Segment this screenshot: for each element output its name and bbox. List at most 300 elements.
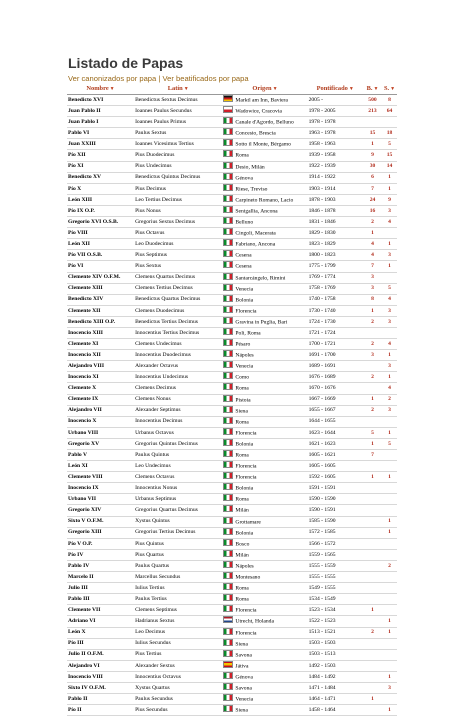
beatified-count-cell[interactable]: 1: [363, 228, 382, 239]
origin-cell: [222, 205, 307, 216]
pope-name-cell[interactable]: Juan Pablo II: [67, 106, 134, 117]
table-row: [67, 660, 397, 671]
beatified-by-pope-link[interactable]: Ver beatificados por papa: [162, 74, 249, 83]
saints-count-cell[interactable]: 9: [382, 194, 397, 205]
view-links: [68, 74, 249, 83]
beatified-count-cell[interactable]: [363, 416, 382, 427]
latin-name-cell: Pius Decimus: [134, 183, 222, 194]
canonized-by-pope-link[interactable]: Ver canonizados por papa: [68, 74, 157, 83]
beatified-count-cell[interactable]: [363, 705, 382, 716]
origin-label: Roma: [235, 496, 249, 503]
table-row: [67, 438, 397, 449]
sort-arrow-icon[interactable]: ▼: [373, 87, 379, 92]
saints-count-cell[interactable]: 5: [382, 438, 397, 449]
table-row: [67, 627, 397, 638]
it-flag-icon: [223, 195, 233, 202]
pope-name-cell[interactable]: Juan XXIII: [67, 139, 134, 150]
table-row: [67, 194, 397, 205]
table-row: [67, 117, 397, 128]
saints-count-cell[interactable]: 1: [382, 183, 397, 194]
it-flag-icon: [223, 328, 233, 335]
pope-name-cell[interactable]: Pío X: [67, 183, 134, 194]
saints-count-cell[interactable]: [382, 505, 397, 516]
pope-name-cell[interactable]: León XIII: [67, 194, 134, 205]
latin-name-cell: Innocentius Tertius Decimus: [134, 327, 222, 338]
it-flag-icon: [223, 672, 233, 679]
pontificate-cell: 1724 - 1730: [308, 316, 363, 327]
saints-count-cell[interactable]: [382, 594, 397, 605]
pope-name-cell[interactable]: Pío IV: [67, 549, 134, 560]
saints-count-cell[interactable]: 18: [382, 128, 397, 139]
saints-count-cell[interactable]: 3: [382, 305, 397, 316]
origin-label: Grottamare: [235, 519, 261, 526]
beatified-count-cell[interactable]: 2: [363, 405, 382, 416]
pontificate-cell: 1823 - 1829: [308, 239, 363, 250]
pope-name-cell[interactable]: Inocencio XI: [67, 372, 134, 383]
origin-label: Roma: [235, 596, 249, 603]
column-header-beatified[interactable]: [363, 84, 382, 95]
it-flag-icon: [223, 528, 233, 535]
beatified-count-cell[interactable]: 213: [363, 106, 382, 117]
latin-name-cell: Gregorius Quartus Decimus: [134, 505, 222, 516]
beatified-count-cell[interactable]: 1: [363, 694, 382, 705]
table-row: [67, 394, 397, 405]
sort-arrow-icon[interactable]: ▼: [348, 87, 354, 92]
pontificate-cell: 1978 - 2005: [308, 106, 363, 117]
origin-label: Bosco: [235, 541, 250, 548]
beatified-count-cell[interactable]: 7: [363, 183, 382, 194]
column-header-nombre[interactable]: [67, 84, 134, 95]
origin-label: Bolonia: [235, 297, 254, 304]
beatified-count-cell[interactable]: 5: [363, 427, 382, 438]
origin-cell: [222, 505, 307, 516]
table-row: [67, 527, 397, 538]
saints-count-cell[interactable]: 1: [382, 616, 397, 627]
beatified-count-cell[interactable]: 15: [363, 128, 382, 139]
origin-cell: [222, 316, 307, 327]
origin-label: Carpineto Romano, Lacio: [235, 197, 294, 204]
beatified-count-cell[interactable]: 2: [363, 339, 382, 350]
saints-count-cell[interactable]: [382, 572, 397, 583]
origin-label: Desio, Milán: [235, 164, 265, 171]
saints-count-cell[interactable]: 4: [382, 217, 397, 228]
column-header-origen[interactable]: [222, 84, 307, 95]
sort-arrow-icon[interactable]: ▼: [109, 87, 115, 92]
saints-count-cell[interactable]: [382, 483, 397, 494]
it-flag-icon: [223, 494, 233, 501]
beatified-count-cell[interactable]: [363, 660, 382, 671]
beatified-count-cell[interactable]: 9: [363, 150, 382, 161]
table-row: [67, 505, 397, 516]
it-flag-icon: [223, 150, 233, 157]
pontificate-cell: 1585 - 1590: [308, 516, 363, 527]
it-flag-icon: [223, 539, 233, 546]
it-flag-icon: [223, 295, 233, 302]
pope-name-cell[interactable]: Adriano VI: [67, 616, 134, 627]
saints-count-cell[interactable]: 1: [382, 627, 397, 638]
latin-name-cell: Paulus Quintus: [134, 450, 222, 461]
origin-label: Gravina in Puglia, Bari: [235, 319, 288, 326]
it-flag-icon: [223, 261, 233, 268]
origin-cell: [222, 494, 307, 505]
latin-name-cell: Pius Quintus: [134, 538, 222, 549]
it-flag-icon: [223, 173, 233, 180]
it-flag-icon: [223, 594, 233, 601]
beatified-count-cell[interactable]: [363, 461, 382, 472]
origin-label: Cesena: [235, 263, 252, 270]
pope-name-cell[interactable]: Gregorio XIII: [67, 527, 134, 538]
saints-count-cell[interactable]: 3: [382, 316, 397, 327]
saints-count-cell[interactable]: 5: [382, 139, 397, 150]
pontificate-cell: 1464 - 1471: [308, 694, 363, 705]
latin-name-cell: Leo Tertius Decimus: [134, 194, 222, 205]
saints-count-cell[interactable]: [382, 272, 397, 283]
pope-name-cell[interactable]: Alejandro VII: [67, 405, 134, 416]
pope-name-cell[interactable]: Pablo VI: [67, 128, 134, 139]
saints-count-cell[interactable]: [382, 638, 397, 649]
pope-name-cell[interactable]: Julio II O.F.M.: [67, 649, 134, 660]
saints-count-cell[interactable]: 4: [382, 383, 397, 394]
pope-name-cell[interactable]: Clemente VIII: [67, 472, 134, 483]
pontificate-cell: 1458 - 1464: [308, 705, 363, 716]
origin-label: Milán: [235, 552, 249, 559]
it-flag-icon: [223, 250, 233, 257]
saints-count-cell[interactable]: 15: [382, 150, 397, 161]
latin-name-cell: Clemens Decimus: [134, 383, 222, 394]
pope-name-cell[interactable]: Urbano VIII: [67, 427, 134, 438]
beatified-count-cell[interactable]: 4: [363, 250, 382, 261]
pope-name-cell[interactable]: Benedicto XV: [67, 172, 134, 183]
origin-cell: [222, 150, 307, 161]
pope-name-cell[interactable]: Pío VI: [67, 261, 134, 272]
pontificate-cell: 1559 - 1565: [308, 549, 363, 560]
latin-name-cell: Paulus Tertius: [134, 594, 222, 605]
beatified-count-cell[interactable]: 1: [363, 139, 382, 150]
beatified-count-cell[interactable]: 7: [363, 450, 382, 461]
pontificate-cell: 1689 - 1691: [308, 361, 363, 372]
saints-count-cell[interactable]: [382, 605, 397, 616]
beatified-count-cell[interactable]: 30: [363, 161, 382, 172]
beatified-count-cell[interactable]: [363, 361, 382, 372]
column-header-label: Latín: [167, 85, 183, 92]
pope-name-cell[interactable]: León XII: [67, 239, 134, 250]
saints-count-cell[interactable]: 1: [382, 427, 397, 438]
beatified-count-cell[interactable]: 3: [363, 350, 382, 361]
beatified-count-cell[interactable]: [363, 560, 382, 571]
pontificate-cell: 2005 -: [308, 95, 363, 106]
table-header-row: [67, 84, 397, 95]
beatified-count-cell[interactable]: 2: [363, 217, 382, 228]
beatified-count-cell[interactable]: [363, 383, 382, 394]
it-flag-icon: [223, 361, 233, 368]
pope-name-cell[interactable]: Inocencio XIII: [67, 327, 134, 338]
saints-count-cell[interactable]: 5: [382, 283, 397, 294]
beatified-count-cell[interactable]: [363, 538, 382, 549]
pope-name-cell[interactable]: Pío VII O.S.B.: [67, 250, 134, 261]
saints-count-cell[interactable]: [382, 494, 397, 505]
saints-count-cell[interactable]: [382, 549, 397, 560]
saints-count-cell[interactable]: [382, 228, 397, 239]
origin-cell: [222, 305, 307, 316]
pope-name-cell[interactable]: Benedicto XIV: [67, 294, 134, 305]
latin-name-cell: Alexander Septimus: [134, 405, 222, 416]
saints-count-cell[interactable]: 1: [382, 705, 397, 716]
table-row: [67, 205, 397, 216]
column-header-label: B.: [366, 85, 373, 92]
it-flag-icon: [223, 461, 233, 468]
saints-count-cell[interactable]: 3: [382, 682, 397, 693]
pontificate-cell: 1958 - 1963: [308, 139, 363, 150]
pope-name-cell[interactable]: Inocencio VIII: [67, 671, 134, 682]
saints-count-cell[interactable]: 1: [382, 527, 397, 538]
pope-name-cell[interactable]: Clemente IX: [67, 394, 134, 405]
sort-arrow-icon[interactable]: ▼: [183, 87, 189, 92]
saints-count-cell[interactable]: [382, 327, 397, 338]
it-flag-icon: [223, 406, 233, 413]
saints-count-cell[interactable]: [382, 538, 397, 549]
beatified-count-cell[interactable]: [363, 671, 382, 682]
saints-count-cell[interactable]: 3: [382, 405, 397, 416]
pope-name-cell[interactable]: Clemente XII: [67, 305, 134, 316]
pontificate-cell: 1903 - 1914: [308, 183, 363, 194]
saints-count-cell[interactable]: 3: [382, 250, 397, 261]
it-flag-icon: [223, 117, 233, 124]
beatified-count-cell[interactable]: [363, 505, 382, 516]
beatified-count-cell[interactable]: 1: [363, 305, 382, 316]
beatified-count-cell[interactable]: 7: [363, 261, 382, 272]
pope-name-cell[interactable]: Alejandro VI: [67, 660, 134, 671]
beatified-count-cell[interactable]: [363, 516, 382, 527]
origin-label: Játiva: [235, 663, 249, 670]
beatified-count-cell[interactable]: [363, 483, 382, 494]
origin-cell: [222, 549, 307, 560]
pontificate-cell: 1978 - 1978: [308, 117, 363, 128]
origin-label: Bolonia: [235, 530, 254, 537]
saints-count-cell[interactable]: [382, 450, 397, 461]
it-flag-icon: [223, 639, 233, 646]
saints-count-cell[interactable]: [382, 416, 397, 427]
pope-name-cell[interactable]: Pío III: [67, 638, 134, 649]
pope-name-cell[interactable]: Pío XII: [67, 150, 134, 161]
pope-name-cell[interactable]: Clemente VII: [67, 605, 134, 616]
table-row: [67, 671, 397, 682]
origin-label: Poli, Roma: [235, 330, 261, 337]
table-row: [67, 594, 397, 605]
saints-count-cell[interactable]: [382, 461, 397, 472]
beatified-count-cell[interactable]: [363, 583, 382, 594]
column-header-saints[interactable]: [382, 84, 397, 95]
latin-name-cell: Gregorius Quintus Decimus: [134, 438, 222, 449]
pope-name-cell[interactable]: León XI: [67, 461, 134, 472]
saints-count-cell[interactable]: 3: [382, 361, 397, 372]
pope-name-cell[interactable]: Benedicto XVI: [67, 95, 134, 106]
pope-name-cell[interactable]: Pío IX O.P.: [67, 205, 134, 216]
pontificate-cell: 1758 - 1769: [308, 283, 363, 294]
pope-name-cell[interactable]: Clemente XIII: [67, 283, 134, 294]
sort-arrow-icon[interactable]: ▼: [272, 87, 278, 92]
saints-count-cell[interactable]: 14: [382, 161, 397, 172]
origin-cell: [222, 239, 307, 250]
pope-name-cell[interactable]: León X: [67, 627, 134, 638]
saints-count-cell[interactable]: 2: [382, 560, 397, 571]
pope-name-cell[interactable]: Benedicto XIII O.P.: [67, 316, 134, 327]
origin-cell: [222, 272, 307, 283]
it-flag-icon: [223, 417, 233, 424]
saints-count-cell[interactable]: [382, 649, 397, 660]
beatified-count-cell[interactable]: 1: [363, 394, 382, 405]
beatified-count-cell[interactable]: [363, 682, 382, 693]
it-flag-icon: [223, 306, 233, 313]
latin-name-cell: Clemens Septimus: [134, 605, 222, 616]
latin-name-cell: Paulus Sextus: [134, 128, 222, 139]
saints-count-cell[interactable]: 1: [382, 172, 397, 183]
origin-cell: [222, 560, 307, 571]
pope-name-cell[interactable]: Inocencio X: [67, 416, 134, 427]
origin-label: Florencia: [235, 630, 257, 636]
origin-cell: [222, 527, 307, 538]
origin-cell: [222, 117, 307, 128]
origin-label: Santarcángelo, Rimini: [235, 275, 286, 281]
saints-count-cell[interactable]: 1: [382, 239, 397, 250]
table-row: [67, 339, 397, 350]
saints-count-cell[interactable]: [382, 660, 397, 671]
saints-count-cell[interactable]: 64: [382, 106, 397, 117]
pontificate-cell: 1621 - 1623: [308, 438, 363, 449]
beatified-count-cell[interactable]: [363, 117, 382, 128]
pontificate-cell: 1605 - 1605: [308, 461, 363, 472]
column-header-pontificado[interactable]: [308, 84, 363, 95]
pope-name-cell[interactable]: Pablo III: [67, 594, 134, 605]
saints-count-cell[interactable]: 4: [382, 339, 397, 350]
beatified-count-cell[interactable]: 3: [363, 283, 382, 294]
beatified-count-cell[interactable]: [363, 549, 382, 560]
saints-count-cell[interactable]: 1: [382, 261, 397, 272]
origin-label: Senigallia, Ancona: [235, 208, 278, 215]
beatified-count-cell[interactable]: 2: [363, 316, 382, 327]
beatified-count-cell[interactable]: 3: [363, 272, 382, 283]
latin-name-cell: Clemens Octavus: [134, 472, 222, 483]
pope-name-cell[interactable]: Juan Pablo I: [67, 117, 134, 128]
pontificate-cell: 1590 - 1591: [308, 505, 363, 516]
saints-count-cell[interactable]: 1: [382, 671, 397, 682]
saints-count-cell[interactable]: 1: [382, 472, 397, 483]
beatified-count-cell[interactable]: 6: [363, 172, 382, 183]
saints-count-cell[interactable]: 4: [382, 294, 397, 305]
saints-count-cell[interactable]: [382, 583, 397, 594]
pope-name-cell[interactable]: Pablo V: [67, 450, 134, 461]
pope-name-cell[interactable]: Sixto IV O.F.M.: [67, 682, 134, 693]
origin-cell: [222, 605, 307, 616]
beatified-count-cell[interactable]: 2: [363, 627, 382, 638]
beatified-count-cell[interactable]: [363, 494, 382, 505]
it-flag-icon: [223, 605, 233, 612]
saints-count-cell[interactable]: 3: [382, 205, 397, 216]
table-row: [67, 361, 397, 372]
it-flag-icon: [223, 273, 233, 280]
table-row: [67, 228, 397, 239]
pope-name-cell[interactable]: Pablo IV: [67, 560, 134, 571]
pontificate-cell: 1572 - 1585: [308, 527, 363, 538]
beatified-count-cell[interactable]: [363, 572, 382, 583]
pope-name-cell[interactable]: Pablo II: [67, 694, 134, 705]
latin-name-cell: Benedictus Quartus Decimus: [134, 294, 222, 305]
saints-count-cell[interactable]: 2: [382, 394, 397, 405]
saints-count-cell[interactable]: 8: [382, 95, 397, 106]
beatified-count-cell[interactable]: [363, 527, 382, 538]
beatified-count-cell[interactable]: 8: [363, 294, 382, 305]
beatified-count-cell[interactable]: [363, 638, 382, 649]
table-row: [67, 106, 397, 117]
pope-name-cell[interactable]: Gregorio XV: [67, 438, 134, 449]
beatified-count-cell[interactable]: 4: [363, 239, 382, 250]
pope-name-cell[interactable]: Pío VIII: [67, 228, 134, 239]
saints-count-cell[interactable]: [382, 694, 397, 705]
pontificate-cell: 1769 - 1774: [308, 272, 363, 283]
saints-count-cell[interactable]: [382, 117, 397, 128]
origin-label: Milán: [235, 507, 249, 514]
beatified-count-cell[interactable]: [363, 594, 382, 605]
pope-name-cell[interactable]: Inocencio XII: [67, 350, 134, 361]
pope-name-cell[interactable]: Marcelo II: [67, 572, 134, 583]
it-flag-icon: [223, 683, 233, 690]
pope-name-cell[interactable]: Sixto V O.F.M.: [67, 516, 134, 527]
saints-count-cell[interactable]: 1: [382, 516, 397, 527]
pope-name-cell[interactable]: Inocencio IX: [67, 483, 134, 494]
beatified-count-cell[interactable]: 1: [363, 438, 382, 449]
latin-name-cell: Leo Decimus: [134, 627, 222, 638]
pope-name-cell[interactable]: Pío XI: [67, 161, 134, 172]
sort-arrow-icon[interactable]: ▼: [390, 87, 396, 92]
pope-name-cell[interactable]: Pío II: [67, 705, 134, 716]
beatified-count-cell[interactable]: 1: [363, 605, 382, 616]
origin-cell: [222, 250, 307, 261]
pontificate-cell: 1676 - 1689: [308, 372, 363, 383]
latin-name-cell: Benedictus Sextus Decimus: [134, 95, 222, 106]
pope-name-cell[interactable]: Gregorio XIV: [67, 505, 134, 516]
origin-label: Florencia: [235, 463, 257, 470]
table-row: [67, 239, 397, 250]
beatified-count-cell[interactable]: 16: [363, 205, 382, 216]
saints-count-cell[interactable]: 1: [382, 350, 397, 361]
pope-name-cell[interactable]: Gregorio XVI O.S.B.: [67, 217, 134, 228]
pope-name-cell[interactable]: Clemente X: [67, 383, 134, 394]
beatified-count-cell[interactable]: 500: [363, 95, 382, 106]
it-flag-icon: [223, 383, 233, 390]
pope-name-cell[interactable]: Clemente XI: [67, 339, 134, 350]
column-header-label: S.: [383, 85, 390, 92]
beatified-count-cell[interactable]: [363, 327, 382, 338]
beatified-count-cell[interactable]: 2: [363, 372, 382, 383]
beatified-count-cell[interactable]: [363, 616, 382, 627]
table-row: [67, 161, 397, 172]
latin-name-cell: Clemens Nonus: [134, 394, 222, 405]
latin-name-cell: Benedictus Quintus Decimus: [134, 172, 222, 183]
pope-name-cell[interactable]: Alejandro VIII: [67, 361, 134, 372]
latin-name-cell: Leo Duodecimus: [134, 239, 222, 250]
table-row: [67, 427, 397, 438]
beatified-count-cell[interactable]: 24: [363, 194, 382, 205]
beatified-count-cell[interactable]: 1: [363, 472, 382, 483]
latin-name-cell: Clemens Duodecimus: [134, 305, 222, 316]
pope-name-cell[interactable]: Julio III: [67, 583, 134, 594]
column-header-latin[interactable]: [134, 84, 222, 95]
pope-name-cell[interactable]: Clemente XIV O.F.M.: [67, 272, 134, 283]
pope-name-cell[interactable]: Pío V O.P.: [67, 538, 134, 549]
pope-name-cell[interactable]: Urbano VII: [67, 494, 134, 505]
saints-count-cell[interactable]: 1: [382, 372, 397, 383]
beatified-count-cell[interactable]: [363, 649, 382, 660]
latin-name-cell: Pius Septimus: [134, 250, 222, 261]
